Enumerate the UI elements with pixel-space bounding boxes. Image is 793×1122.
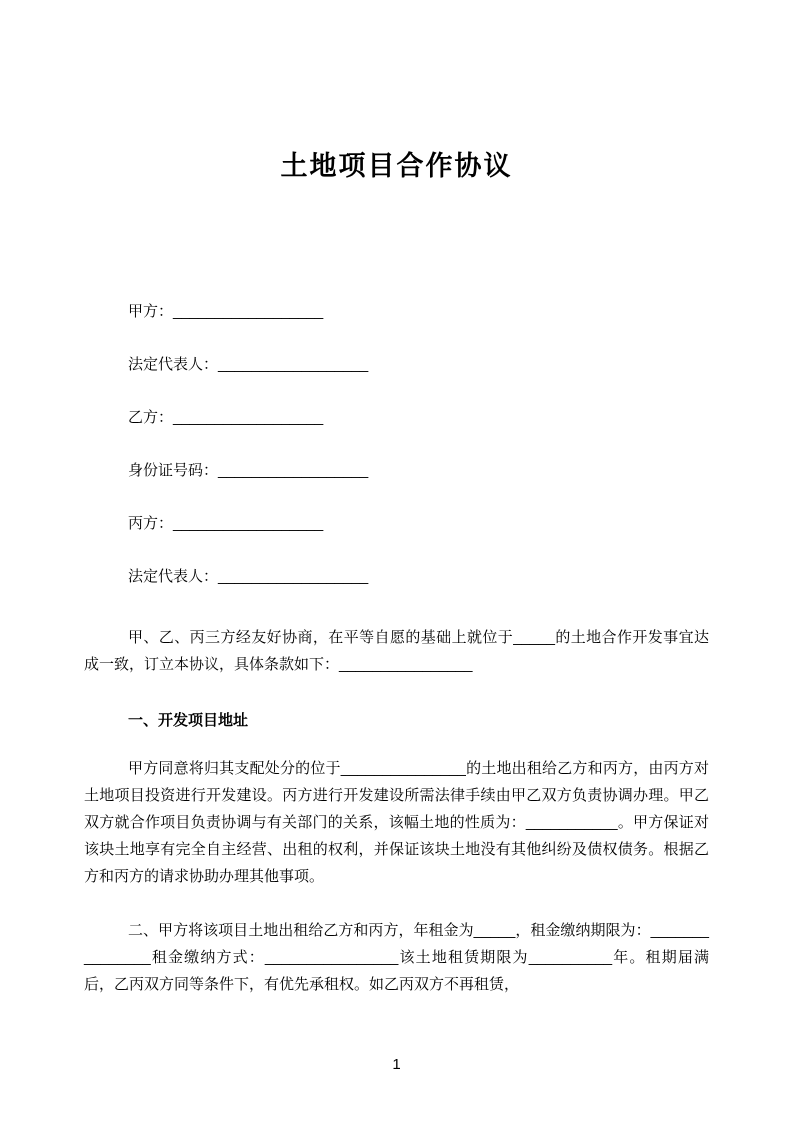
document-title: 土地项目合作协议 bbox=[280, 151, 513, 182]
section-1-heading: 一、开发项目地址 bbox=[128, 712, 249, 730]
intro-paragraph: 甲、乙、丙三方经友好协商，在平等自愿的基础上就位于_____的土地合作开发事宜达成一致，订立本协议，具体条款如下：________________ bbox=[84, 629, 709, 674]
party-b-id-number-line: 身份证号码：__________________ bbox=[128, 462, 369, 480]
section-1-paragraph: 甲方同意将归其支配处分的位于_______________的土地出租给乙方和丙方，由丙方对土地项目投资进行开发建设。丙方进行开发建设所需法律手续由甲乙双方负责协调办理。甲乙双方就合作项目负责协调与有关部门的关系，该幅土地的性质为：___________。甲方保证对该块土地享有完全自主经营、出租的权利，并保证该块土地没有其他纠纷及债权债务。根据乙方和丙方的请求协助办理其他事项。 bbox=[84, 760, 709, 886]
party-c-legal-representative-line: 法定代表人：__________________ bbox=[128, 568, 369, 586]
parties-block bbox=[84, 298, 709, 590]
party-a-legal-representative-line: 法定代表人：__________________ bbox=[128, 356, 369, 374]
document-content bbox=[0, 18, 793, 998]
party-a-line: 甲方：__________________ bbox=[128, 303, 324, 321]
section-2-paragraph: 二、甲方将该项目土地出租给乙方和丙方，年租金为_____，租金缴纳期限为：_______________租金缴纳方式：________________该土地租赁期限为__________年。租期届满后，乙丙双方同等条件下，有优先承租权。如乙丙双方不再租赁， bbox=[84, 922, 709, 994]
party-c-line: 丙方：__________________ bbox=[128, 515, 324, 533]
page-number: 1 bbox=[392, 1056, 401, 1073]
party-b-line: 乙方：__________________ bbox=[128, 409, 324, 427]
